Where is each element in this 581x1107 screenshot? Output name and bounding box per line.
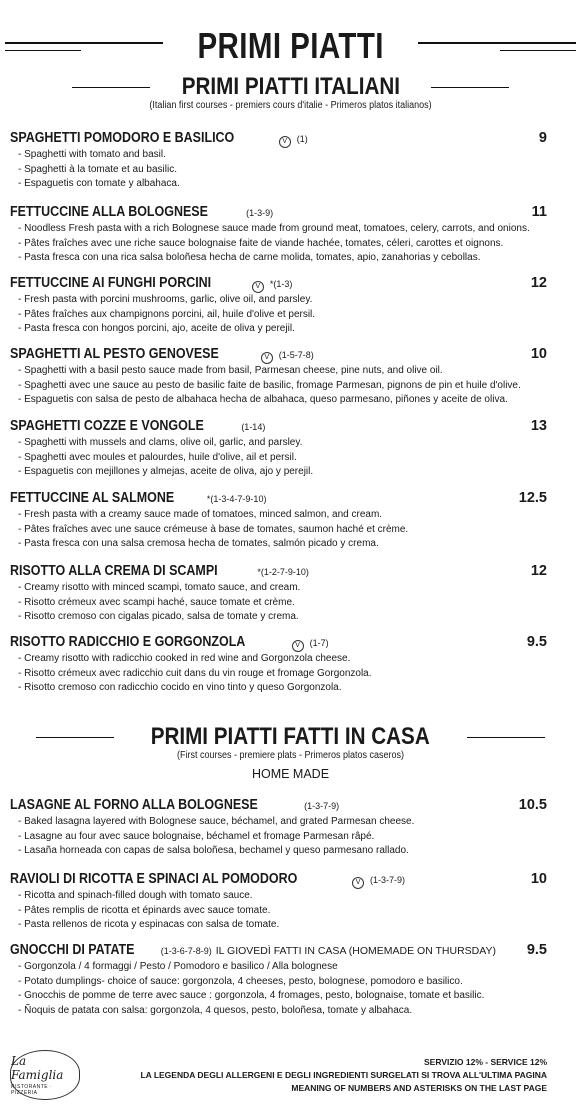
logo-name: La Famiglia xyxy=(11,1054,64,1082)
dish-description xyxy=(10,436,547,480)
dish-price: 11 xyxy=(531,204,547,220)
allergen-codes: (1) xyxy=(296,134,308,144)
description-line: - Baked lasagna layered with Bolognese sauce, béchamel, and grated Parmesan cheese. xyxy=(18,816,415,827)
dish-description xyxy=(10,960,547,1018)
dish-price: 12 xyxy=(530,563,547,579)
section1-title-row xyxy=(0,72,581,102)
dish-price: 9.5 xyxy=(526,634,547,650)
dish-name: FETTUCCINE AI FUNGHI PORCINI xyxy=(10,275,212,291)
menu-item-header xyxy=(10,275,547,293)
dish-price: 10 xyxy=(530,871,547,887)
vegetarian-icon: V xyxy=(252,281,264,293)
dish-name: FETTUCCINE ALLA BOLOGNESE xyxy=(10,204,208,220)
description-line: - Pasta rellenos de ricota y espinacas con salsa de tomate. xyxy=(18,919,280,930)
dish-name: GNOCCHI DI PATATE xyxy=(10,942,135,958)
description-line: - Espaguetis con tomate y albahaca. xyxy=(18,178,180,189)
menu-item xyxy=(10,275,547,337)
description-line: - Risotto crémeux avec scampi haché, sauce tomate et crème. xyxy=(18,596,295,608)
allergen-legend-note: LA LEGENDA DEGLI ALLERGENI E DEGLI INGREDIENTI SURGELATI SI TROVA ALL'ULTIMA PAGINA xyxy=(140,1070,547,1080)
allergen-codes: *(1-3) xyxy=(269,279,293,289)
description-line: - Lasagne au four avec sauce bolognaise, béchamel et fromage Parmesan râpé. xyxy=(18,830,375,842)
menu-item xyxy=(10,563,547,625)
dish-price: 13 xyxy=(530,418,547,434)
description-line: - Espaguetis con mejillones y almejas, aceite de oliva, ajo y perejil. xyxy=(18,466,314,477)
allergen-codes: (1-3-9) xyxy=(246,208,274,218)
dish-name: LASAGNE AL FORNO ALLA BOLOGNESE xyxy=(10,797,258,813)
description-line: - Spaghetti à la tomate et au basilic. xyxy=(18,163,177,175)
section1-rule-left xyxy=(72,87,150,88)
dish-description xyxy=(10,364,547,408)
menu-item-header xyxy=(10,871,547,889)
dish-description xyxy=(10,815,547,859)
description-line: - Spaghetti with a basil pesto sauce made from basil, Parmesan cheese, pine nuts, and olive oil. xyxy=(18,365,443,376)
menu-item xyxy=(10,418,547,480)
description-line: - Gnocchis de pomme de terre avec sauce : gorgonzola, 4 fromages, pesto, bolognaise, tomate et basilic. xyxy=(18,990,485,1001)
dish-description xyxy=(10,508,547,552)
menu-item xyxy=(10,942,547,1018)
description-line: - Risotto cremoso con radicchio cocido en vino tinto y queso Gorgonzola. xyxy=(18,682,342,693)
dish-price: 10.5 xyxy=(518,797,547,813)
description-line: - Pâtes fraîches aux champignons porcini, ail, huile d'olive et persil. xyxy=(18,308,316,320)
description-line: - Ricotta and spinach-filled dough with tomato sauce. xyxy=(18,890,253,901)
description-line: - Ñoquis de patata con salsa: gorgonzola, 4 quesos, pesto, boloñesa, tomate y albahaca. xyxy=(18,1004,413,1016)
menu-item-header xyxy=(10,563,547,581)
section1-rule-right xyxy=(431,87,509,88)
vegetarian-icon: V xyxy=(352,877,364,889)
vegetarian-icon: V xyxy=(279,136,291,148)
description-line: - Espaguetis con salsa de pesto de albahaca hecha de albahaca, queso parmesano, piñones y aceite de oliva. xyxy=(18,394,508,405)
dish-name: FETTUCCINE AL SALMONE xyxy=(10,490,175,506)
menu-item-header xyxy=(10,418,547,436)
section2-title-row xyxy=(0,722,581,752)
description-line: - Gorgonzola / 4 formaggi / Pesto / Pomodoro e basilico / Alla bolognese xyxy=(18,961,338,972)
dish-name: SPAGHETTI POMODORO E BASILICO xyxy=(10,130,235,146)
section1-title: PRIMI PIATTI ITALIANI xyxy=(181,73,400,100)
dish-name: SPAGHETTI AL PESTO GENOVESE xyxy=(10,346,219,362)
allergen-codes: (1-3-6-7-8-9) xyxy=(160,946,212,956)
dish-description xyxy=(10,581,547,625)
menu-item xyxy=(10,797,547,859)
menu-item xyxy=(10,871,547,933)
vegetarian-icon: V xyxy=(292,640,304,652)
description-line: - Spaghetti avec moules et palourdes, huile d'olive, ail et persil. xyxy=(18,451,297,463)
section1-subtitle: (Italian first courses - premiers cours d'italie - Primeros platos italianos) xyxy=(149,100,432,111)
logo-tagline: RISTORANTE · PIZZERIA xyxy=(11,1084,53,1096)
description-line: - Pâtes remplis de ricotta et épinards avec sauce tomate. xyxy=(18,904,271,916)
description-line: - Pasta fresca con una salsa cremosa hecha de tomates, salmón picado y crema. xyxy=(18,538,379,549)
main-title-row xyxy=(0,24,581,68)
page-title: PRIMI PIATTI xyxy=(197,25,384,66)
dish-price: 10 xyxy=(530,346,547,362)
dish-description xyxy=(10,222,547,266)
menu-item xyxy=(10,490,547,552)
vegetarian-icon: V xyxy=(261,352,273,364)
dish-description xyxy=(10,293,547,337)
legend-meaning-note: MEANING OF NUMBERS AND ASTERISKS ON THE LAST PAGE xyxy=(291,1083,547,1093)
menu-item-header xyxy=(10,634,547,652)
dish-description xyxy=(10,148,547,192)
allergen-codes: (1-3-7-9) xyxy=(370,875,406,885)
description-line: - Lasaña horneada con capas de salsa boloñesa, bechamel y queso parmesano rallado. xyxy=(18,845,409,856)
section2-rule-right xyxy=(467,737,545,738)
allergen-codes: *(1-2-7-9-10) xyxy=(257,567,309,577)
allergen-codes: (1-7) xyxy=(309,638,329,648)
footer xyxy=(0,1048,581,1098)
description-line: - Potato dumplings- choice of sauce: gorgonzola, 4 cheeses, pesto, bolognese, pomodoro e basilico. xyxy=(18,975,463,987)
footer-notes xyxy=(140,1056,547,1095)
description-line: - Pasta fresca con hongos porcini, ajo, aceite de oliva y perejil. xyxy=(18,323,295,334)
menu-item-header xyxy=(10,346,547,364)
dish-description xyxy=(10,889,547,933)
dish-price: 12.5 xyxy=(518,490,547,506)
menu-item-header xyxy=(10,130,547,148)
description-line: - Spaghetti avec une sauce au pesto de basilic faite de basilic, fromage Parmesan, pignons de pin et huile d'olive. xyxy=(18,379,521,391)
title-rule-right xyxy=(418,42,576,51)
description-line: - Spaghetti with mussels and clams, olive oil, garlic, and parsley. xyxy=(18,437,303,448)
description-line: - Pâtes fraîches avec une riche sauce bolognaise faite de viande hachée, tomates, céleri, carottes et oignons. xyxy=(18,237,504,249)
menu-item xyxy=(10,634,547,696)
description-line: - Creamy risotto with minced scampi, tomato sauce, and cream. xyxy=(18,582,301,593)
menu-item-header xyxy=(10,204,547,222)
dish-price: 9.5 xyxy=(526,942,547,958)
menu-item xyxy=(10,130,547,192)
dish-name: RISOTTO ALLA CREMA DI SCAMPI xyxy=(10,563,218,579)
dish-description xyxy=(10,652,547,696)
description-line: - Fresh pasta with porcini mushrooms, garlic, olive oil, and parsley. xyxy=(18,294,313,305)
description-line: - Pâtes fraîches avec une sauce crémeuse à base de tomates, saumon haché et crème. xyxy=(18,523,409,535)
allergen-codes: (1-14) xyxy=(241,422,266,432)
restaurant-logo xyxy=(10,1050,80,1100)
dish-name: SPAGHETTI COZZE E VONGOLE xyxy=(10,418,204,434)
service-charge: SERVIZIO 12% - SERVICE 12% xyxy=(424,1057,547,1067)
description-line: - Risotto cremoso con cigalas picado, salsa de tomate y crema. xyxy=(18,611,299,622)
dish-name: RAVIOLI DI RICOTTA E SPINACI AL POMODORO xyxy=(10,871,298,887)
dish-price: 9 xyxy=(538,130,547,146)
title-rule-left xyxy=(5,42,163,51)
description-line: - Spaghetti with tomato and basil. xyxy=(18,149,166,160)
menu-item-header xyxy=(10,797,547,815)
dish-note: IL GIOVEDÌ FATTI IN CASA (HOMEMADE ON THURSDAY) xyxy=(215,945,496,957)
menu-item xyxy=(10,346,547,408)
description-line: - Creamy risotto with radicchio cooked in red wine and Gorgonzola cheese. xyxy=(18,653,351,664)
description-line: - Noodless Fresh pasta with a rich Bolognese sauce made from ground meat, tomatoes, celery, carrots, and onions. xyxy=(18,223,530,234)
allergen-codes: *(1-3-4-7-9-10) xyxy=(206,494,267,504)
allergen-codes: (1-5-7-8) xyxy=(278,350,314,360)
section2-rule-left xyxy=(36,737,114,738)
dish-price: 12 xyxy=(530,275,547,291)
menu-item xyxy=(10,204,547,266)
description-line: - Pasta fresca con una rica salsa boloñesa hecha de carne molida, tomates, apio, zanahorias y cebollas. xyxy=(18,252,481,263)
description-line: - Risotto crémeux avec radicchio cuit dans du vin rouge et fromage Gorgonzola. xyxy=(18,667,372,679)
section2-title: PRIMI PIATTI FATTI IN CASA xyxy=(150,723,431,750)
menu-item-header xyxy=(10,942,547,960)
description-line: - Fresh pasta with a creamy sauce made of tomatoes, minced salmon, and cream. xyxy=(18,509,383,520)
dish-name: RISOTTO RADICCHIO E GORGONZOLA xyxy=(10,634,246,650)
section2-subtitle: (First courses - premiere plats - Primeros platos caseros) xyxy=(176,750,405,761)
allergen-codes: (1-3-7-9) xyxy=(304,801,340,811)
home-made-label: HOME MADE xyxy=(251,767,330,781)
menu-item-header xyxy=(10,490,547,508)
